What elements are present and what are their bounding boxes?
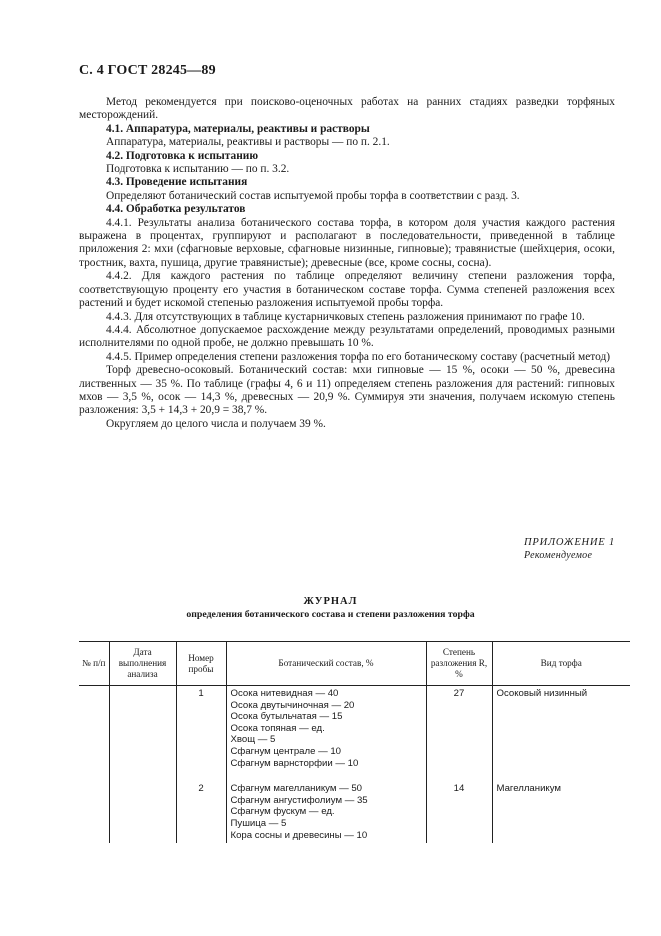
composition-entry: Пушица — 5	[230, 817, 287, 829]
paragraph: 4.4.1. Результаты анализа ботанического состава торфа, в котором доля участия каждого растения выражена в процентах, группируют и располагают в последовательности, приведенной в таблице приложения 2: мхи (сфагновые верховые, сфагновые низинные, гипновые); травянистые (шейхцерия, осоки, тростник, вахта, пушица, другие травянистые); древесные (все, кроме сосны, сосна).	[79, 216, 615, 269]
table-row	[79, 781, 630, 843]
cell-date	[109, 686, 176, 772]
paragraph: 4.4.5. Пример определения степени разложения торфа по его ботаническому составу (расчетный метод)	[106, 350, 611, 363]
section-heading: 4.2. Подготовка к испытанию	[106, 149, 259, 162]
appendix-label	[524, 536, 615, 562]
cell-composition	[226, 781, 426, 843]
section-heading: 4.4. Обработка результатов	[106, 203, 246, 216]
cell-sample: 2	[176, 781, 226, 843]
cell-peat-type: Магелланикум	[492, 781, 630, 843]
col-header-sample: Номер пробы	[176, 642, 226, 686]
section-heading: 4.1. Аппаратура, материалы, реактивы и растворы	[106, 122, 370, 135]
composition-entry: Осока топяная — ед.	[230, 722, 325, 734]
journal-table	[79, 641, 630, 843]
section-heading: 4.3. Проведение испытания	[106, 176, 248, 189]
cell-sample: 1	[176, 686, 226, 772]
composition-entry: Кора сосны и древесины — 10	[230, 829, 368, 841]
composition-entry: Осока двутычиночная — 20	[230, 699, 355, 711]
table-header-row	[79, 642, 630, 686]
cell-date	[109, 781, 176, 843]
paragraph: Округляем до целого числа и получаем 39 %.	[106, 417, 326, 430]
composition-entry: Хвощ — 5	[230, 734, 276, 746]
appendix-title: ПРИЛОЖЕНИЕ 1	[524, 537, 615, 548]
journal-title: ЖУРНАЛ	[303, 596, 358, 607]
paragraph: Подготовка к испытанию — по п. 3.2.	[106, 163, 290, 176]
composition-entry: Сфагнум варнсторфии — 10	[230, 757, 359, 769]
paragraph: Торф древесно-осоковый. Ботанический состав: мхи гипновые — 15 %, осоки — 50 %, древесина лиственных — 35 %. По таблице (графы 4, 6 и 11) определяем степень разложения для растений: гипновых мхов — 3,5 %, осок — 14,3 %, древесных — 20,9 %. Суммируя эти значения, получаем искомую степень разложения: 3,5 + 14,3 + 20,9 = 38,7 %.	[79, 364, 615, 417]
col-header-num: № п/п	[79, 642, 109, 686]
cell-degree: 27	[426, 686, 492, 772]
composition-entry: Сфагнум централе — 10	[230, 745, 342, 757]
page-header: С. 4 ГОСТ 28245—89	[79, 63, 216, 78]
col-header-degree: Степень разложения R, %	[426, 642, 492, 686]
paragraph: Определяют ботанический состав испытуемой пробы торфа в соответствии с разд. 3.	[106, 189, 520, 202]
cell-num	[79, 781, 109, 843]
cell-peat-type: Осоковый низинный	[492, 686, 630, 772]
table-row	[79, 686, 630, 772]
composition-entry: Сфагнум фускум — ед.	[230, 806, 335, 818]
cell-degree: 14	[426, 781, 492, 843]
col-header-date: Дата выполнения анализа	[109, 642, 176, 686]
paragraph: 4.4.4. Абсолютное допускаемое расхождение между результатами определений, проводимых разными исполнителями по одной пробе, не должно превышать 10 %.	[79, 323, 615, 350]
journal-subtitle: определения ботанического состава и степени разложения торфа	[186, 609, 475, 620]
paragraph: Метод рекомендуется при поисково-оценочных работах на ранних стадиях разведки торфяных месторождений.	[79, 96, 615, 122]
cell-composition	[226, 686, 426, 772]
paragraph: 4.4.3. Для отсутствующих в таблице кустарничковых степень разложения принимают по графе 10.	[106, 310, 585, 323]
composition-entry: Сфагнум ангустифолиум — 35	[230, 794, 368, 806]
paragraph: Аппаратура, материалы, реактивы и растворы — по п. 2.1.	[106, 136, 390, 149]
composition-entry: Осока бутыльчатая — 15	[230, 711, 343, 723]
composition-entry: Сфагнум магелланикум — 50	[230, 783, 363, 795]
document-body	[79, 96, 615, 431]
composition-entry: Осока нитевидная — 40	[230, 688, 339, 699]
col-header-composition: Ботанический состав, %	[226, 642, 426, 686]
cell-num	[79, 686, 109, 772]
appendix-subtitle: Рекомендуемое	[524, 550, 593, 561]
paragraph: 4.4.2. Для каждого растения по таблице определяют величину степени разложения торфа, соответствующую проценту его участия в ботаническом составе торфа. Сумма степеней разложения всех растений и будет искомой степенью разложения испытуемой пробы торфа.	[79, 270, 615, 310]
col-header-peat-type: Вид торфа	[492, 642, 630, 686]
